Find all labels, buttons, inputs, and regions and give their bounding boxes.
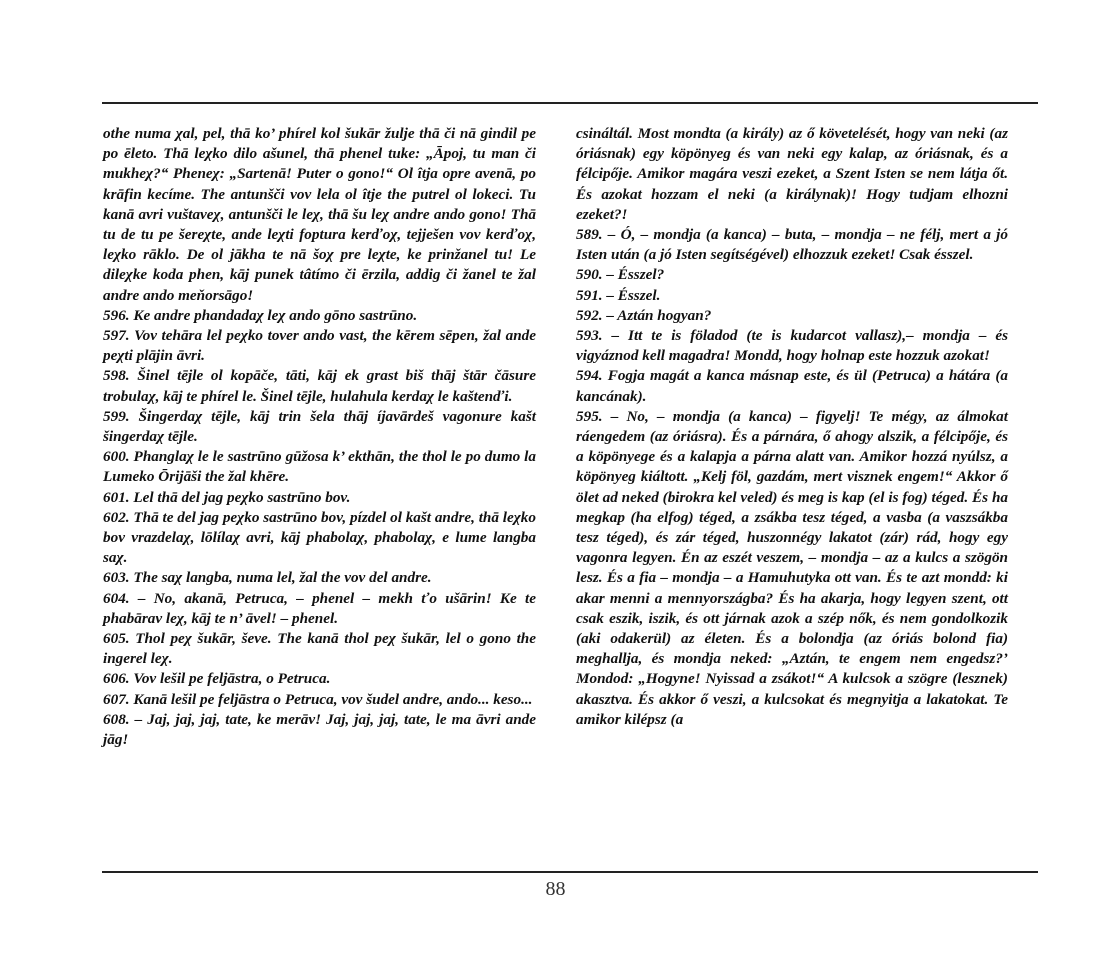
paragraph: 591. – Ésszel.: [576, 286, 661, 304]
paragraph: 605. Thol peχ šukār, ševe. The kanā thol peχ šukār, lel o gono the ingerel leχ.: [103, 630, 536, 668]
paragraph: 592. – Aztán hogyan?: [576, 306, 712, 324]
paragraph: csináltál. Most mondta (a király) az ő követelését, hogy van neki (az óriásnak) egy köpönyeg és van neki egy kalap, az óriásnak, és a félcipője. Amikor magára veszi ezeket, a Szent Isten se nem látja őt. És azokat hozzam el neki (a királynak)! Hogy tudjam elhozni ezeket?!: [576, 125, 1008, 223]
paragraph: 593. – Itt te is föladod (te is kudarcot vallasz),– mondja – és vigyáznod kell magadra! Mondd, hogy holnap este hozzuk azokat!: [576, 327, 1008, 365]
left-column-romani: [103, 124, 536, 750]
footer-rule: [102, 871, 1038, 873]
paragraph: 606. Vov lešil pe feljāstra, o Petruca.: [103, 670, 331, 688]
paragraph: othe numa χal, pel, thā ko’ phírel kol šukār žulje thā či nā gindil pe po ēleto. Thā leχko dilo ašunel, thā phenel tuke: „Āpoj, tu man či mukheχ?“ Pheneχ: „Sartenā! Puter o gono!“ Ol îtja opre avenā, po krāfin kecíme. The antunšči vov lela ol îtje the putrel ol lokeci. Tu kanā avri vuštaveχ, antunšči le leχ, thā šu leχ andre ando gono! Thā tu de tu pe šereχte, ande leχti foptura kerďoχ, tejješen vov kerďoχ, leχko rāklo. De ol jākha te nā šoχ pre leχte, ke prinžanel tu! Le dileχke koda phen, kāj punek tâtímo či ērzila, addig či žanel te žal andre ando meňorsāgo!: [103, 125, 536, 304]
header-rule: [102, 102, 1038, 104]
paragraph: 598. Šinel tējle ol kopāče, tāti, kāj ek grast biš thāj štār čāsure trobulaχ, kāj te phírel le. Šinel tējle, hulahula kerdaχ le kaštenďi.: [103, 367, 536, 405]
paragraph: 604. – No, akanā, Petruca, – phenel – mekh ťo ušārin! Ke te phabārav leχ, kāj te n’ āvel! – phenel.: [103, 589, 536, 627]
paragraph: 608. – Jaj, jaj, jaj, tate, ke merāv! Jaj, jaj, jaj, tate, le ma āvri ande jāg!: [103, 710, 536, 749]
paragraph: 599. Šingerdaχ tējle, kāj trin šela thāj íjavārdeš vagonure kašt šingerdaχ tējle.: [103, 407, 536, 446]
paragraph: 607. Kanā lešil pe feljāstra o Petruca, vov šudel andre, ando... keso...: [103, 690, 533, 708]
paragraph: 590. – Ésszel?: [576, 266, 665, 284]
paragraph: 600. Phanglaχ le le sastrūno gūžosa k’ ekthān, the thol le po dumo la Lumeko Ōrijāši the žal khēre.: [103, 448, 536, 486]
paragraph: 603. The saχ langba, numa lel, žal the vov del andre.: [103, 569, 432, 587]
paragraph: 594. Fogja magát a kanca másnap este, és ül (Petruca) a hátára (a kancának).: [576, 367, 1008, 405]
right-column-hungarian: [576, 124, 1008, 730]
paragraph: 595. – No, – mondja (a kanca) – figyelj! Te mégy, az álmokat ráengedem (az óriásra). És a párnára, ő ahogy alszik, a félcipője, és a köpönyege és a kalapja a párna alatt van. Amikor hozzá nyúlsz, a köpönyeg kiáltott. „Kelj föl, gazdám, mert visznek engem!“ Akkor ő ölet ad neked (birokra kel veled) és meg is kap (el is fog) téged. És ha megkap (ha elfog) téged, a zsákba tesz téged, a vasba (a vaszsákba tesz téged), és zár téged, huszonnégy lakatot (zár) rád, hogy egy vagonra legyen. Én az eszét veszem, – mondja – az a kulcs a szögön lesz. És a fia – mondja – a Hamuhutyka ott van. És te azt mondd: ki akar menni a mennyországba? És ha akarja, hogy legyen szent, ott csak eszik, iszik, és ott járnak azok a szép nők, és nem gondolkozik (aki odakerül) az életen. És a bolondja (az óriás bolond fia) meghallja, és mondja neked: „Aztán, te engem nem engedsz?’ Mondod: „Hogyne! Nyissad a zsákot!“ A kulcsok a szögre (lesznek) akasztva. És akkor ő veszi, a kulcsokat és megnyitja a lakatokat. Te amikor kilépsz (a: [576, 407, 1008, 728]
page-number: 88: [545, 878, 566, 900]
paragraph: 601. Lel thā del jag peχko sastrūno bov.: [103, 488, 351, 506]
paragraph: 589. – Ó, – mondja (a kanca) – buta, – mondja – ne félj, mert a jó Isten után (a jó Isten segítségével) elhozzuk ezeket! Csak ésszel.: [576, 226, 1008, 264]
paragraph: 602. Thā te del jag peχko sastrūno bov, pízdel ol kašt andre, thā leχko bov vrazdelaχ, lōlílaχ avri, kāj phabolaχ, phabolaχ, e lume langba saχ.: [103, 508, 536, 567]
paragraph: 597. Vov tehāra lel peχko tover ando vast, the kērem sēpen, žal ande peχti plājin āvri.: [103, 327, 536, 365]
paragraph: 596. Ke andre phandadaχ leχ ando gōno sastrūno.: [103, 306, 418, 324]
